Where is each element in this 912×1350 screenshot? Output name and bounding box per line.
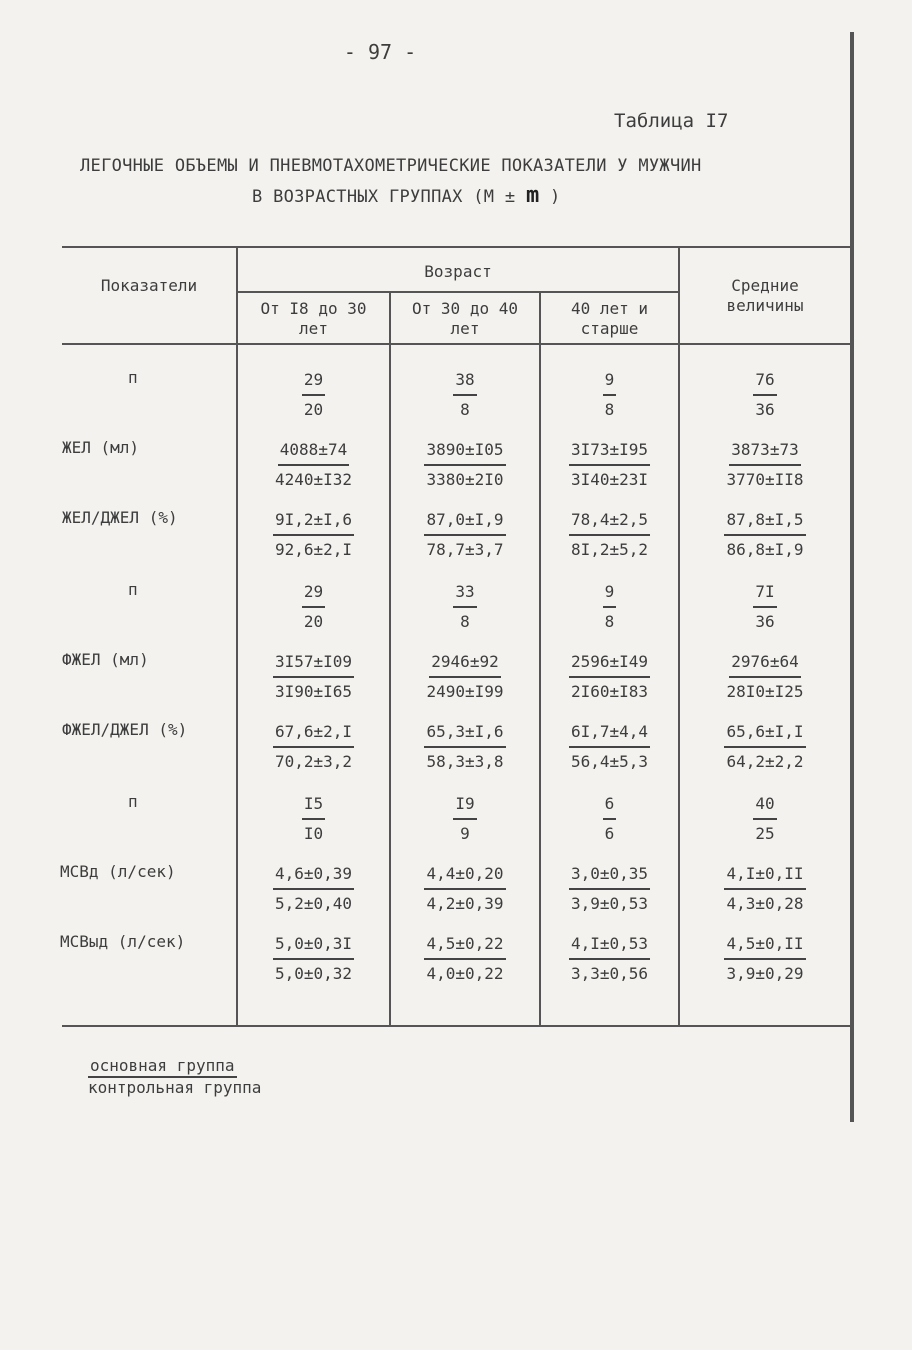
cell-control-group-value: 4,2±0,39	[426, 894, 504, 913]
cell-control-group-value: 3770±II8	[726, 470, 804, 489]
cell-main-group-value: 3I57±I09	[273, 648, 354, 678]
table-cell	[391, 366, 539, 424]
table-cell	[680, 506, 850, 564]
table-cell	[391, 506, 539, 564]
age-header-rule	[237, 291, 680, 293]
table-cell	[238, 436, 389, 494]
header-col-40-plus	[541, 299, 678, 339]
cell-control-group-value: 36	[755, 612, 775, 631]
table-cell	[541, 930, 678, 988]
cell-control-group-value: 3I40±23I	[570, 470, 649, 489]
cell-control-group-value: 25	[755, 824, 775, 843]
header-col1-line2: лет	[299, 319, 328, 338]
row-label: п	[128, 792, 138, 811]
cell-control-group-value: 8I,2±5,2	[570, 540, 649, 559]
cell-main-group-value: 4,I±0,53	[569, 930, 650, 960]
header-col-18-30	[238, 299, 389, 339]
header-col3-line2: старше	[580, 319, 639, 338]
cell-control-group-value: 28I0±I25	[726, 682, 804, 701]
header-indicators: Показатели	[100, 276, 198, 295]
table-cell	[680, 648, 850, 706]
table-cell	[391, 930, 539, 988]
table-cell	[680, 860, 850, 918]
row-label: ЖЕЛ/ДЖЕЛ (%)	[62, 508, 178, 527]
table-cell	[541, 718, 678, 776]
table-cell	[391, 436, 539, 494]
table-cell	[541, 648, 678, 706]
legend	[88, 1056, 261, 1098]
cell-control-group-value: 8	[604, 400, 615, 419]
cell-main-group-value: 29	[302, 366, 325, 396]
cell-main-group-value: 9	[603, 366, 617, 396]
row-label: п	[128, 580, 138, 599]
cell-control-group-value: 78,7±3,7	[426, 540, 504, 559]
cell-main-group-value: 40	[753, 790, 776, 820]
cell-main-group-value: 3890±I05	[424, 436, 505, 466]
table-cell	[680, 578, 850, 636]
cell-control-group-value: 56,4±5,3	[570, 752, 649, 771]
table-cell	[541, 366, 678, 424]
row-label: п	[128, 368, 138, 387]
table-cell	[238, 366, 389, 424]
header-col4-line1: Средние	[731, 276, 799, 295]
table-cell	[680, 718, 850, 776]
table-cell	[680, 930, 850, 988]
row-label: МСВыд (л/сек)	[60, 932, 186, 951]
cell-main-group-value: 4,6±0,39	[273, 860, 354, 890]
table-cell	[680, 436, 850, 494]
table-cell	[391, 718, 539, 776]
title-plus-minus: ±	[504, 187, 516, 207]
header-col1-line1: От I8 до 30	[260, 299, 367, 318]
cell-main-group-value: 2976±64	[729, 648, 800, 678]
cell-control-group-value: 5,0±0,32	[274, 964, 353, 983]
table-cell	[238, 930, 389, 988]
cell-control-group-value: 58,3±3,8	[426, 752, 504, 771]
row-label: ЖЕЛ (мл)	[62, 438, 140, 457]
cell-control-group-value: 8	[604, 612, 615, 631]
cell-main-group-value: 6I,7±4,4	[569, 718, 650, 748]
table-cell	[238, 860, 389, 918]
table-cell	[541, 790, 678, 848]
table-cell	[391, 860, 539, 918]
cell-control-group-value: 2490±I99	[426, 682, 504, 701]
page-number: - 97 -	[343, 40, 417, 64]
cell-main-group-value: 29	[302, 578, 325, 608]
header-col-30-40	[391, 299, 539, 339]
cell-control-group-value: 92,6±2,I	[274, 540, 353, 559]
cell-control-group-value: 8	[460, 612, 470, 631]
table-cell	[238, 578, 389, 636]
cell-main-group-value: 65,6±I,I	[724, 718, 805, 748]
cell-control-group-value: 20	[303, 612, 324, 631]
legend-denominator: контрольная группа	[88, 1078, 262, 1097]
cell-control-group-value: 6	[604, 824, 615, 843]
cell-control-group-value: I0	[303, 824, 324, 843]
cell-control-group-value: 3,9±0,29	[726, 964, 804, 983]
cell-main-group-value: 76	[753, 366, 776, 396]
cell-control-group-value: 2I60±I83	[570, 682, 649, 701]
cell-control-group-value: 8	[460, 400, 470, 419]
cell-main-group-value: 78,4±2,5	[569, 506, 650, 536]
cell-control-group-value: 64,2±2,2	[726, 752, 804, 771]
cell-control-group-value: 20	[303, 400, 324, 419]
header-col2-line1: От 30 до 40	[412, 299, 518, 318]
cell-main-group-value: 2596±I49	[569, 648, 650, 678]
page-edge-shadow	[850, 32, 854, 1122]
table-number: Таблица I7	[614, 110, 729, 132]
title-line2-text: В ВОЗРАСТНЫХ ГРУППАХ (М	[252, 187, 495, 207]
cell-main-group-value: 87,8±I,5	[724, 506, 805, 536]
cell-main-group-value: 4,4±0,20	[424, 860, 505, 890]
table-title-line1: ЛЕГОЧНЫЕ ОБЪЕМЫ И ПНЕВМОТАХОМЕТРИЧЕСКИЕ ПОКАЗАТЕЛИ У МУЖЧИН	[80, 156, 702, 176]
cell-main-group-value: 9I,2±I,6	[273, 506, 354, 536]
cell-main-group-value: 9	[603, 578, 617, 608]
cell-control-group-value: 9	[460, 824, 470, 843]
table-cell	[541, 578, 678, 636]
cell-main-group-value: 6	[603, 790, 617, 820]
table-cell	[238, 506, 389, 564]
cell-main-group-value: 4,5±0,22	[424, 930, 505, 960]
cell-main-group-value: 4,5±0,II	[724, 930, 805, 960]
table-cell	[680, 790, 850, 848]
header-col3-line1: 40 лет и	[570, 299, 649, 318]
cell-main-group-value: 3,0±0,35	[569, 860, 650, 890]
cell-main-group-value: 4,I±0,II	[724, 860, 805, 890]
table-cell	[391, 578, 539, 636]
cell-main-group-value: 3873±73	[729, 436, 800, 466]
cell-main-group-value: 33	[453, 578, 476, 608]
cell-control-group-value: 86,8±I,9	[726, 540, 804, 559]
table-title-line2	[252, 183, 561, 208]
cell-control-group-value: 4240±I32	[274, 470, 353, 489]
cell-main-group-value: 4088±74	[278, 436, 349, 466]
cell-control-group-value: 4,0±0,22	[426, 964, 504, 983]
cell-control-group-value: 3,3±0,56	[570, 964, 649, 983]
cell-main-group-value: I5	[302, 790, 325, 820]
cell-main-group-value: 5,0±0,3I	[273, 930, 354, 960]
table-cell	[541, 860, 678, 918]
title-m-symbol: m	[525, 183, 540, 208]
cell-control-group-value: 3380±2I0	[426, 470, 504, 489]
table-cell	[238, 718, 389, 776]
table-top-rule	[62, 246, 850, 248]
cell-control-group-value: 5,2±0,40	[274, 894, 353, 913]
row-label: ФЖЕЛ/ДЖЕЛ (%)	[62, 720, 188, 739]
cell-main-group-value: 67,6±2,I	[273, 718, 354, 748]
cell-main-group-value: 65,3±I,6	[424, 718, 505, 748]
cell-main-group-value: 38	[453, 366, 476, 396]
cell-main-group-value: 3I73±I95	[569, 436, 650, 466]
table-cell	[541, 506, 678, 564]
table-cell	[391, 648, 539, 706]
row-label: МСВд (л/сек)	[60, 862, 176, 881]
cell-main-group-value: 87,0±I,9	[424, 506, 505, 536]
table-cell	[391, 790, 539, 848]
table-cell	[541, 436, 678, 494]
header-age: Возраст	[424, 262, 492, 281]
table-cell	[680, 366, 850, 424]
table-cell	[238, 790, 389, 848]
cell-control-group-value: 3,9±0,53	[570, 894, 649, 913]
title-close-paren: )	[550, 187, 561, 207]
cell-control-group-value: 4,3±0,28	[726, 894, 804, 913]
table-cell	[238, 648, 389, 706]
cell-control-group-value: 36	[755, 400, 775, 419]
cell-main-group-value: 7I	[753, 578, 776, 608]
cell-main-group-value: 2946±92	[429, 648, 500, 678]
cell-control-group-value: 3I90±I65	[274, 682, 353, 701]
header-bottom-rule	[62, 343, 850, 345]
header-averages	[680, 276, 850, 316]
legend-numerator: основная группа	[88, 1056, 237, 1078]
cell-main-group-value: I9	[453, 790, 476, 820]
header-col2-line2: лет	[450, 319, 480, 338]
cell-control-group-value: 70,2±3,2	[274, 752, 353, 771]
row-label: ФЖЕЛ (мл)	[62, 650, 149, 669]
table-bottom-rule	[62, 1025, 850, 1027]
header-col4-line2: величины	[726, 296, 804, 315]
